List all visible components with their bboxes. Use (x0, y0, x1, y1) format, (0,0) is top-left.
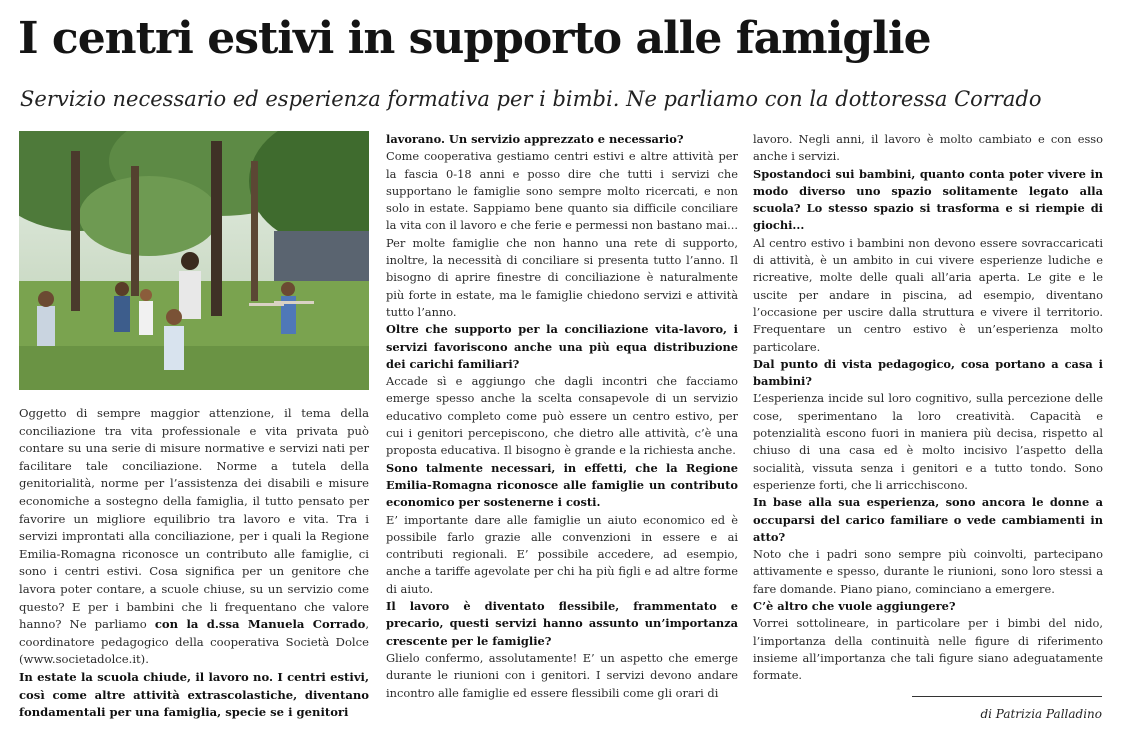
interview-question: Spostandoci sui bambini, quanto conta poter vivere in modo diverso uno spazio solitamente legato alla scuola? Lo stesso spazio si trasforma e si riempie di giochi... (753, 166, 1103, 233)
interview-answer: Al centro estivo i bambini non devono essere sovraccaricati di attività, è un ambito in cui vivere esperienze ludiche e ricreative, molte delle quali all’aria aperta. Le gite e le uscite per andare in piscina, ad esempio, diventano l’occasione per uscire dalla struttura e vivere il territorio. Frequentare un centro estivo è un’esperienza molto particolare. (753, 235, 1103, 354)
intro-text: Oggetto di sempre maggior attenzione, il tema della conciliazione tra vita professionale e vita privata può contare su una serie di misure normative e servizi nati per facilitare tale conciliazione. Norme a tutela della genitorialità, norme per l’assistenza dei disabili e misure economiche a sostegno della famiglia, il tutto pensato per favorire un migliore equilibrio tra lavoro e vita. Tra i servizi improntati alla conciliazione, per i quali la Regione Emilia-Romagna riconosce un contributo alle famiglie, ci sono i centri estivi. Cosa significa per un genitore che lavora poter contare, a scuole chiuse, su un servizio come questo? E per i bambini che li frequentano che valore hanno? Ne parliamo (19, 406, 369, 632)
interview-question: Sono talmente necessari, in effetti, che la Regione Emilia-Romagna riconosce alle famiglie un contributo economico per sostenerne i costi. (386, 460, 738, 510)
summer-camp-photo-illustration (19, 131, 369, 390)
interview-question: Oltre che supporto per la conciliazione vita-lavoro, i servizi favoriscono anche una più equa distribuzione dei carichi familiari? (386, 322, 738, 371)
interview-question: Dal punto di vista pedagogico, cosa portano a casa i bambini? (753, 356, 1103, 389)
article-headline: I centri estivi in supporto alle famiglie (18, 13, 931, 64)
interviewee-name: con la d.ssa Manuela Corrado (154, 617, 366, 632)
interview-answer: Accade sì e aggiungo che dagli incontri che facciamo emerge spesso anche la scelta consapevole di un servizio educativo completo come può essere un centro estivo, per cui i genitori percepiscono, che dietro alle attività, c’è una proposta educativa. Il bisogno è grande e la richiesta anche. (386, 374, 738, 458)
article-column-3 (753, 131, 1103, 685)
interview-answer: Come cooperativa gestiamo centri estivi e altre attività per la fascia 0-18 anni e posso dire che tutti i servizi che supportano le famiglie sono sempre molto ricercati, e non solo in estate. Sappiamo bene quanto sia difficile conciliare la vita con il lavoro e che ferie e permessi non bastano mai... Per molte famiglie che non hanno una rete di supporto, inoltre, la necessità di conciliare si presenta tutto l’anno. Il bisogno di aprire finestre di conciliazione è naturalmente più forte in estate, ma le famiglie chiedono servizi e attività tutto l’anno. (386, 149, 738, 319)
interview-question: In base alla sua esperienza, sono ancora le donne a occuparsi del carico familiare o vede cambiamenti in atto? (753, 495, 1103, 544)
intro-paragraph (19, 405, 369, 669)
article-column-2 (386, 131, 738, 702)
interview-question: lavorano. Un servizio apprezzato e necessario? (386, 132, 684, 146)
interview-answer: Glielo confermo, assolutamente! E’ un aspetto che emerge durante le riunioni con i genitori. I servizi devono andare incontro alle famiglie ed essere flessibili come gli orari di (386, 650, 738, 700)
interview-answer: L’esperienza incide sul loro cognitivo, sulla percezione delle cose, sperimentano la loro creatività. Capacità e potenzialità escono fuori in maniera più decisa, rispetto al chiuso di una casa ed è molto incisivo l’aspetto della socialità, vissuta senza i genitori e a tutto tondo. Sono esperienze forti, che li arricchiscono. (753, 391, 1103, 492)
interview-answer: E’ importante dare alle famiglie un aiuto economico ed è possibile farlo grazie alle convenzioni in essere e ai contributi regionali. E’ possibile accedere, ad esempio, anche a tariffe agevolate per chi ha più figli e ad altre forme di aiuto. (386, 512, 738, 596)
interview-answer: Noto che i padri sono sempre più coinvolti, partecipano attivamente e spesso, durante le riunioni, sono loro stessi a fare domande. Piano piano, cominciano a emergere. (753, 547, 1103, 596)
interview-answer: lavoro. Negli anni, il lavoro è molto cambiato e con esso anche i servizi. (753, 132, 1103, 164)
interview-question: In estate la scuola chiude, il lavoro no. I centri estivi, così come altre attività extrascolastiche, diventano fondamentali per una famiglia, specie se i genitori (19, 669, 369, 720)
article-byline: di Patrizia Palladino (980, 707, 1102, 721)
intro-text-after: , coordinatore pedagogico della cooperativa Società Dolce (www.societadolce.it). (19, 617, 370, 667)
byline-divider (912, 696, 1102, 697)
article-photo (19, 131, 369, 390)
interview-question: C’è altro che vuole aggiungere? (753, 599, 956, 614)
article-column-1 (19, 405, 369, 722)
interview-question: Il lavoro è diventato flessibile, frammentato e precario, questi servizi hanno assunto un’importanza crescente per le famiglie? (386, 599, 738, 648)
article-subtitle: Servizio necessario ed esperienza formativa per i bimbi. Ne parliamo con la dottoressa Corrado (20, 87, 1042, 111)
interview-answer: Vorrei sottolineare, in particolare per i bimbi del nido, l’importanza della continuità nelle figure di riferimento insieme all’importanza che tali figure siano adeguatamente formate. (753, 616, 1103, 683)
